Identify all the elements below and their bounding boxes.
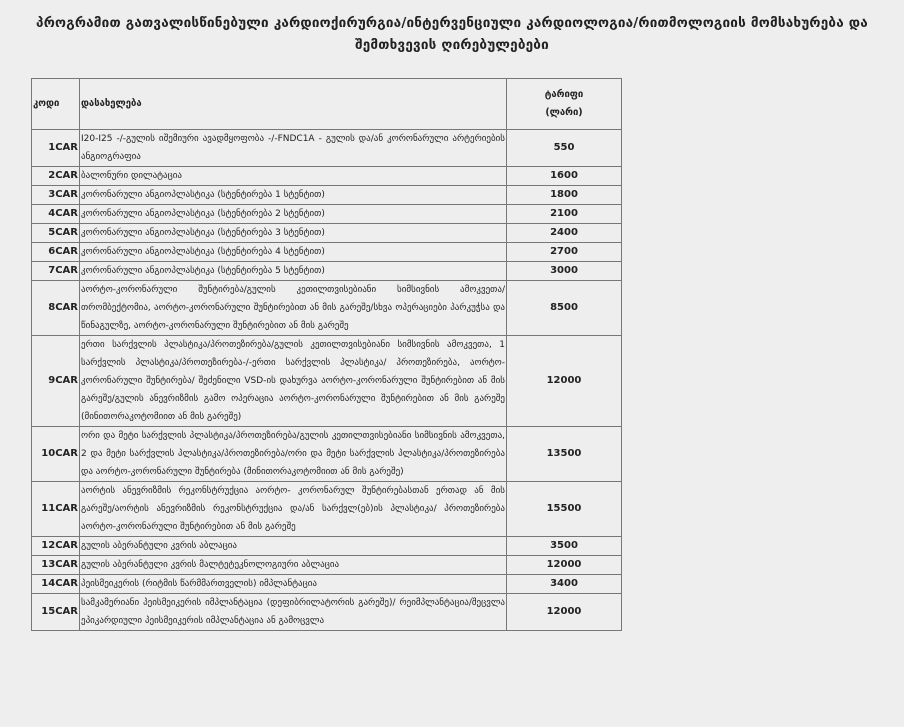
row-code: 14CAR [32, 575, 80, 594]
table-row [32, 205, 622, 224]
header-price-unit: (ლარი) [545, 107, 583, 118]
row-code: 11CAR [32, 482, 80, 537]
row-code: 7CAR [32, 262, 80, 281]
row-name: კორონარული ანგიოპლასტიკა (სტენტირება 5 სტენტით) [80, 262, 507, 281]
row-price: 13500 [507, 427, 622, 482]
row-name: კორონარული ანგიოპლასტიკა (სტენტირება 4 სტენტით) [80, 243, 507, 262]
title-line-1: პროგრამით გათვალისწინებული კარდიოქირურგია/ინტერვენციული კარდიოლოგია/რითმოლოგიის მომსახურება და [36, 15, 868, 31]
table-row [32, 167, 622, 186]
row-price: 8500 [507, 281, 622, 336]
row-code: 1CAR [32, 130, 80, 167]
title-line-2: შემთხვევის ღირებულებები [355, 37, 549, 53]
table-row [32, 575, 622, 594]
row-name: კორონარული ანგიოპლასტიკა (სტენტირება 3 სტენტით) [80, 224, 507, 243]
row-name: სამკამერიანი პეისმეიკერის იმპლანტაცია (დეფიბრილატორის გარეშე)/ რეიმპლანტაცია/შეცვლა ეპიკარდიული პეისმეიკერის იმპლანტაცია ან გამოცვლა [80, 594, 507, 631]
row-code: 2CAR [32, 167, 80, 186]
row-code: 8CAR [32, 281, 80, 336]
table-row [32, 482, 622, 537]
table-row [32, 427, 622, 482]
row-name: ორი და მეტი სარქვლის პლასტიკა/პროთეზირება/გულის კეთილთვისებიანი სიმსივნის ამოკვეთა, 2 და მეტი სარქვლის პლასტიკა/პროთეზირება/ორი და მეტი სარქვლის პლასტიკა/პროთეზირება და აორტო-კორონარული შუნტირება (მინითორაკოტომიით ან მის გარეშე) [80, 427, 507, 482]
row-price: 1800 [507, 186, 622, 205]
table-row [32, 186, 622, 205]
table-row [32, 594, 622, 631]
row-name: აორტო-კორონარული შუნტირება/გულის კეთილთვისებიანი სიმსივნის ამოკვეთა/ თრომბექტომია, აორტო-კორონარული შუნტირებით ან მის გარეშე/სხვა ოპერაციები პარკუჭსა და წინაგულზე, აორტო-კორონარული შუნტირებით ან მის გარეშე [80, 281, 507, 336]
row-price: 2100 [507, 205, 622, 224]
row-price: 550 [507, 130, 622, 167]
page-title [0, 12, 904, 56]
row-code: 10CAR [32, 427, 80, 482]
row-price: 2400 [507, 224, 622, 243]
table-row [32, 537, 622, 556]
tariff-table [31, 78, 622, 631]
header-code: კოდი [32, 79, 80, 130]
row-price: 2700 [507, 243, 622, 262]
row-name: გულის აბერანტული კვრის აბლაცია [80, 537, 507, 556]
row-code: 12CAR [32, 537, 80, 556]
row-name: აორტის ანევრიზმის რეკონსტრუქცია აორტო- კორონარულ შუნტირებასთან ერთად ან მის გარეშე/აორტის ანევრიზმის რეკონსტრუქცია და/ან სარქვლ(ებ)ის პლასტიკა/ პროთეზირება აორტო-კორონარული შუნტირებით ან მის გარეშე [80, 482, 507, 537]
table-row [32, 281, 622, 336]
table-row [32, 336, 622, 427]
row-code: 9CAR [32, 336, 80, 427]
table-row [32, 130, 622, 167]
table-row [32, 556, 622, 575]
row-price: 3000 [507, 262, 622, 281]
row-price: 12000 [507, 336, 622, 427]
table-row [32, 224, 622, 243]
row-price: 3500 [507, 537, 622, 556]
row-price: 12000 [507, 556, 622, 575]
row-code: 6CAR [32, 243, 80, 262]
row-name: ერთი სარქვლის პლასტიკა/პროთეზირება/გულის კეთილთვისებიანი სიმსივნის ამოკვეთა, 1 სარქვლის პლასტიკა/პროთეზირება-/-ერთი სარქვლის პლასტიკა/ პროთეზირება, აორტო-კორონარული შუნტირება/ შეძენილი VSD-ის დახურვა აორტო-კორონარული შუნტირებით ან მის გარეშე/გულის ანევრიზმის გამო ოპერაცია აორტო-კორონარული შუნტირებით ან მის გარეშე (მინითორაკოტომიით ან მის გარეშე) [80, 336, 507, 427]
table-header-row [32, 79, 622, 130]
header-name: დასახელება [80, 79, 507, 130]
row-code: 3CAR [32, 186, 80, 205]
row-name: კორონარული ანგიოპლასტიკა (სტენტირება 2 სტენტით) [80, 205, 507, 224]
row-code: 4CAR [32, 205, 80, 224]
row-name: ბალონური დილატაცია [80, 167, 507, 186]
table-row [32, 262, 622, 281]
row-name: კორონარული ანგიოპლასტიკა (სტენტირება 1 სტენტით) [80, 186, 507, 205]
table-row [32, 243, 622, 262]
header-price-label: ტარიფი [544, 89, 584, 100]
row-name: პეისმეიკერის (რიტმის წარმმართველის) იმპლანტაცია [80, 575, 507, 594]
header-price [507, 79, 622, 130]
row-code: 13CAR [32, 556, 80, 575]
row-code: 5CAR [32, 224, 80, 243]
row-price: 15500 [507, 482, 622, 537]
row-name: I20-I25 -/-გულის იშემიური ავადმყოფობა -/-FNDC1A - გულის და/ან კორონარული არტერიების ანგიოგრაფია [80, 130, 507, 167]
row-price: 1600 [507, 167, 622, 186]
row-name: გულის აბერანტული კვრის მალტეტეკნოლოგიური აბლაცია [80, 556, 507, 575]
row-price: 3400 [507, 575, 622, 594]
row-code: 15CAR [32, 594, 80, 631]
row-price: 12000 [507, 594, 622, 631]
